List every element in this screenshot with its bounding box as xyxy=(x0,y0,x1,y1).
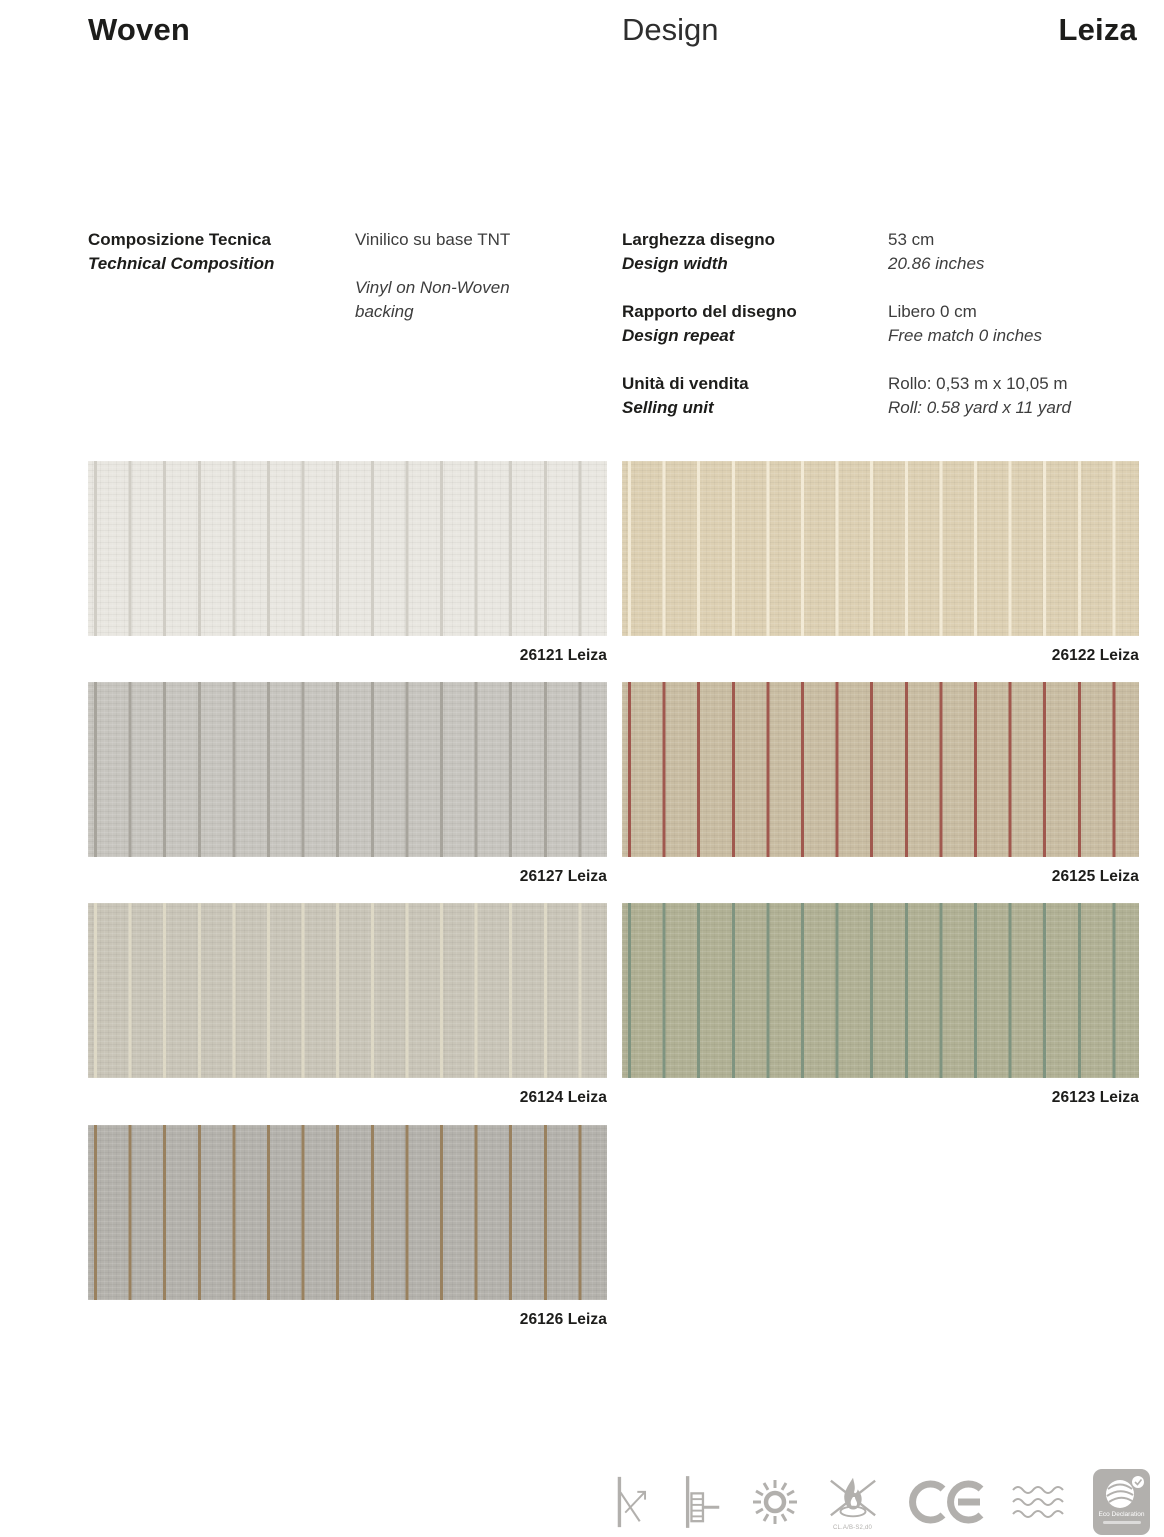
swatch-block-26124 xyxy=(88,903,607,1107)
swatch-block-26121 xyxy=(88,461,607,665)
eco-declaration-badge xyxy=(1093,1469,1150,1535)
section-title: Design xyxy=(622,12,719,47)
swatch-code-label: 26123 Leiza xyxy=(1051,1089,1139,1106)
swatch-block-26122 xyxy=(622,461,1139,665)
swatch-image xyxy=(88,903,607,1078)
swatch-code-label: 26121 Leiza xyxy=(519,647,607,664)
swatch-image xyxy=(622,903,1139,1078)
swatch-block-26126 xyxy=(88,1125,607,1329)
swatch-block-26125 xyxy=(622,682,1139,886)
swatch-image xyxy=(622,682,1139,857)
eco-badge-label: Eco Declaration xyxy=(1098,1510,1145,1518)
design-repeat-label-it: Rapporto del disegno xyxy=(622,302,797,321)
design-width-value-it: 53 cm xyxy=(888,230,935,249)
composition-label-it: Composizione Tecnica xyxy=(88,230,271,249)
selling-unit-value-it: Rollo: 0,53 m x 10,05 m xyxy=(888,374,1068,393)
selling-unit-label-en: Selling unit xyxy=(622,398,714,417)
swatch-image xyxy=(88,1125,607,1300)
fire-class-caption: CL.A/B-S2,d0 xyxy=(832,1524,873,1531)
swatch-image xyxy=(622,461,1139,636)
collection-title: Woven xyxy=(88,12,191,47)
composition-value xyxy=(355,228,565,324)
composition-value-en: Vinyl on Non-Woven backing xyxy=(355,278,510,321)
composition-label-en: Technical Composition xyxy=(88,254,275,273)
swatch-image xyxy=(88,682,607,857)
paste-the-wall-icon xyxy=(679,1473,725,1531)
eco-badge-subline xyxy=(1103,1521,1141,1524)
eco-globe-icon xyxy=(1097,1474,1147,1510)
design-title: Leiza xyxy=(1058,12,1137,47)
design-repeat-row xyxy=(622,300,1152,348)
swatch-code-label: 26124 Leiza xyxy=(519,1089,607,1106)
design-width-row xyxy=(622,228,1152,276)
design-repeat-label-en: Design repeat xyxy=(622,326,735,345)
design-width-label-en: Design width xyxy=(622,254,728,273)
design-width-value-en: 20.86 inches xyxy=(888,254,985,273)
washable-waves-icon xyxy=(1011,1483,1067,1521)
swatch-code-label: 26125 Leiza xyxy=(1051,868,1139,885)
swatch-image xyxy=(88,461,607,636)
spec-table xyxy=(622,228,1152,444)
swatch-block-26123 xyxy=(622,903,1139,1107)
ce-mark-icon xyxy=(906,1479,984,1525)
design-width-label-it: Larghezza disegno xyxy=(622,230,776,249)
swatch-block-26127 xyxy=(88,682,607,886)
swatch-code-label: 26127 Leiza xyxy=(519,868,607,885)
swatch-code-label: 26126 Leiza xyxy=(519,1311,607,1328)
certification-icons-row xyxy=(612,1466,1164,1537)
strippable-icon xyxy=(612,1473,652,1531)
composition-value-it: Vinilico su base TNT xyxy=(355,230,511,249)
swatch-code-label: 26122 Leiza xyxy=(1051,647,1139,664)
selling-unit-label-it: Unità di vendita xyxy=(622,374,749,393)
design-repeat-value-it: Libero 0 cm xyxy=(888,302,977,321)
design-repeat-value-en: Free match 0 inches xyxy=(888,326,1043,345)
composition-label xyxy=(88,228,348,276)
lightfastness-sun-icon xyxy=(751,1478,799,1526)
fire-rating-icon xyxy=(826,1472,880,1532)
selling-unit-row xyxy=(622,372,1152,420)
selling-unit-value-en: Roll: 0.58 yard x 11 yard xyxy=(888,398,1071,417)
